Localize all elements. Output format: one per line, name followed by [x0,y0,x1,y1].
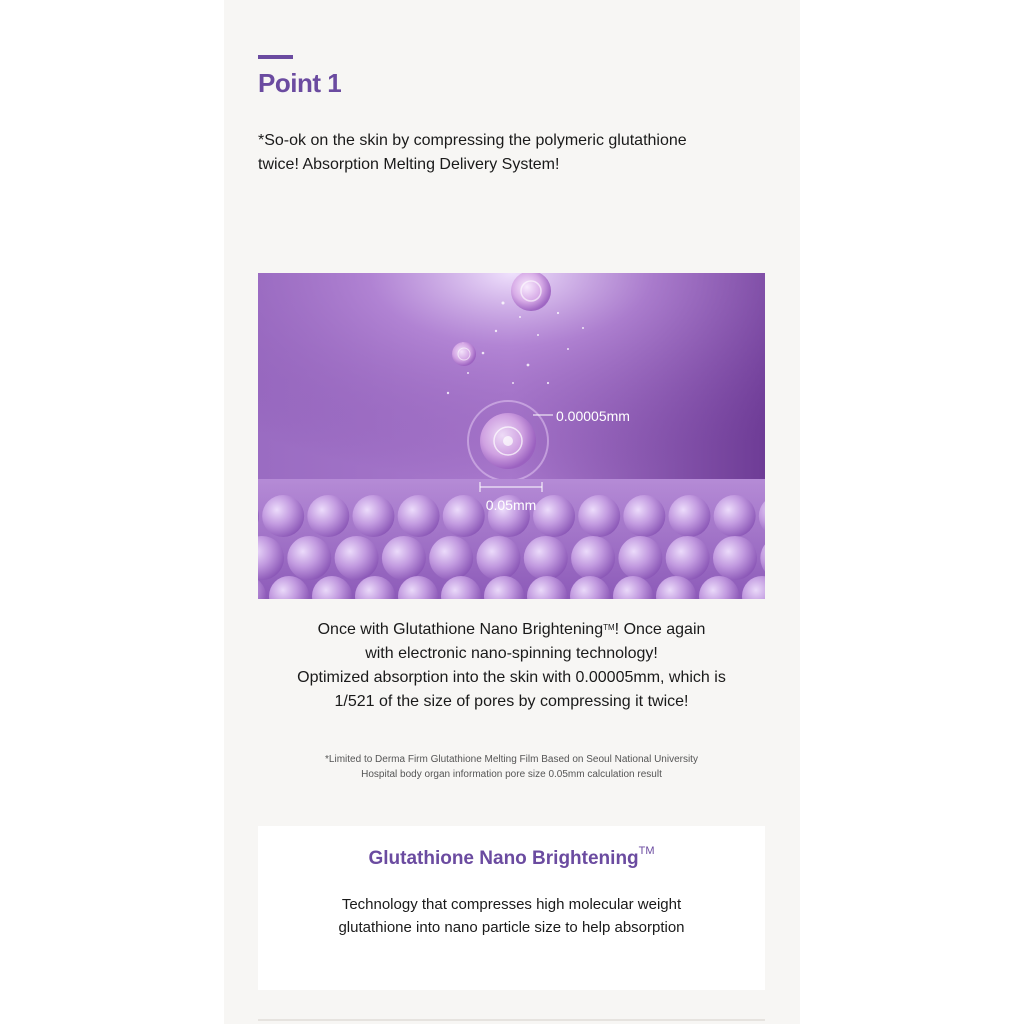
skin-cell [533,495,575,537]
description-line: with electronic nano-spinning technology! [365,645,658,662]
skin-cell [429,536,473,580]
skin-cell [524,536,568,580]
skin-cell [623,495,665,537]
skin-cell [578,495,620,537]
description-line: 1/521 of the size of pores by compressing it twice! [334,693,689,710]
intro-line: twice! Absorption Melting Delivery System! [258,156,560,173]
skin-cell [669,495,711,537]
accent-bar [258,55,293,59]
skin-cell [443,495,485,537]
card-title: Glutathione Nano Brightening™ [368,845,655,869]
skin-cell [262,495,304,537]
skin-cell [713,536,757,580]
illustration-svg [258,273,765,599]
technology-card [258,826,765,990]
intro-line: *So-ok on the skin by compressing the polymeric glutathione [258,132,687,149]
intro-text [258,129,758,177]
description-line: Optimized absorption into the skin with 0.00005mm, which is [297,669,726,686]
description-line: Once with Glutathione Nano Brightening™! Once again [317,621,706,638]
skin-cell [335,536,379,580]
card-body [258,893,765,939]
skin-cell [477,536,521,580]
absorption-illustration [258,273,765,599]
pore-size-label: 0.05mm [485,497,537,513]
description [258,618,765,714]
skin-cell [382,536,426,580]
skin-cell [287,536,331,580]
divider [258,1019,765,1021]
skin-cell [571,536,615,580]
footnote [258,752,765,782]
skin-cell [398,495,440,537]
section-title: Point 1 [258,68,342,98]
nano-particle [468,401,548,481]
skin-cell [307,495,349,537]
card-body-line: glutathione into nano particle size to help absorption [338,919,685,936]
footnote-line: *Limited to Derma Firm Glutathione Melting Film Based on Seoul National University [325,754,698,765]
skin-cell [714,495,756,537]
skin-cell [352,495,394,537]
card-body-line: Technology that compresses high molecular weight [341,896,682,913]
particle-size-label: 0.00005mm [556,408,630,424]
footnote-line: Hospital body organ information pore size 0.05mm calculation result [361,769,662,780]
skin-cell [618,536,662,580]
small-particle [452,342,476,366]
skin-cell [666,536,710,580]
